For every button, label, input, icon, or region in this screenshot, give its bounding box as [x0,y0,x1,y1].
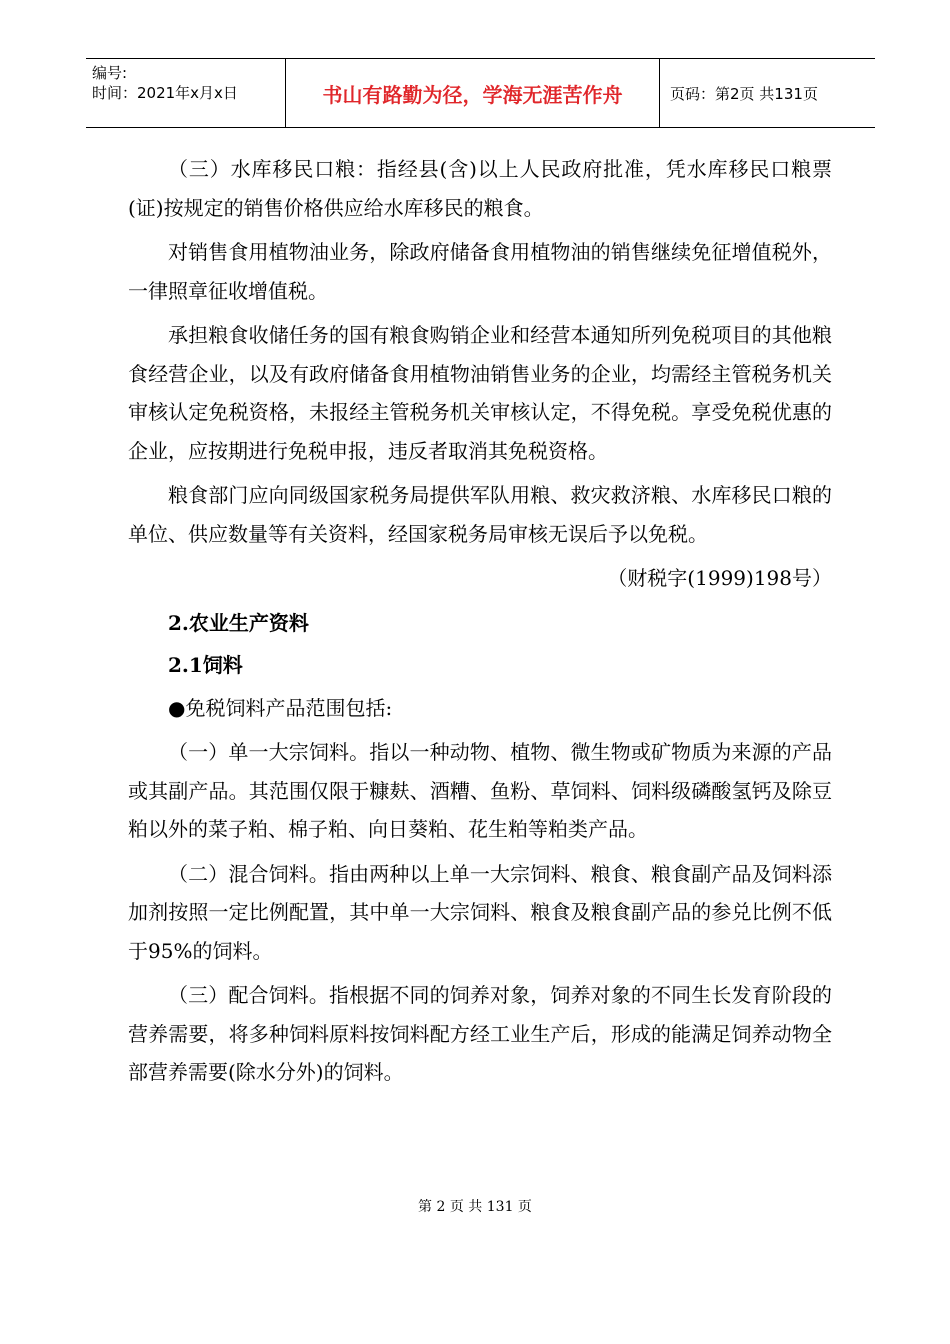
page-footer: 第 2 页 共 131 页 [418,1199,532,1215]
paragraph: 承担粮食收储任务的国有粮食购销企业和经营本通知所列免税项目的其他粮食经营企业，以及有政府储备食用植物油销售业务的企业，均需经主管税务机关审核认定免税资格，未报经主管税务机关审核认定，不得免税。享受免税优惠的企业，应按期进行免税申报，违反者取消其免税资格。 [128,323,832,463]
paragraph: 粮食部门应向同级国家税务局提供军队用粮、救灾救济粮、水库移民口粮的单位、供应数量等有关资料，经国家税务局审核无误后予以免税。 [128,483,832,546]
subsection-heading: 2.1饲料 [168,653,243,677]
list-item: （二）混合饲料。指由两种以上单一大宗饲料、粮食、粮食副产品及饲料添加剂按照一定比例配置，其中单一大宗饲料、粮食及粮食副产品的参兑比例不低于95%的饲料。 [128,861,832,963]
header-page-label: 页码：第2页 共131页 [670,84,818,103]
header-motto: 书山有路勤为径，学海无涯苦作舟 [286,59,660,127]
paragraph: 对销售食用植物油业务，除政府储备食用植物油的销售继续免征增值税外，一律照章征收增值税。 [128,240,832,303]
header-meta [86,59,286,127]
section-heading: 2.农业生产资料 [168,610,309,635]
document-number-label: 编号: [92,64,128,82]
list-item: （三）配合饲料。指根据不同的饲养对象，饲养对象的不同生长发育阶段的营养需要，将多种饲料原料按饲料配方经工业生产后，形成的能满足饲养动物全部营养需要(除水分外)的饲料。 [128,983,832,1084]
document-time-label: 时间：2021年x月x日 [92,84,238,102]
page-header [86,58,875,128]
list-intro: ●免税饲料产品范围包括: [168,695,393,720]
document-body [128,150,832,1098]
paragraph: （三）水库移民口粮：指经县(含)以上人民政府批准，凭水库移民口粮票(证)按规定的销售价格供应给水库移民的粮食。 [128,157,832,220]
list-item: （一）单一大宗饲料。指以一种动物、植物、微生物或矿物质为来源的产品或其副产品。其范围仅限于糠麸、酒糟、鱼粉、草饲料、饲料级磷酸氢钙及除豆粕以外的菜子粕、棉子粕、向日葵粕、花生粕等粕类产品。 [128,740,832,841]
citation: （财税字(1999)198号） [607,566,832,590]
